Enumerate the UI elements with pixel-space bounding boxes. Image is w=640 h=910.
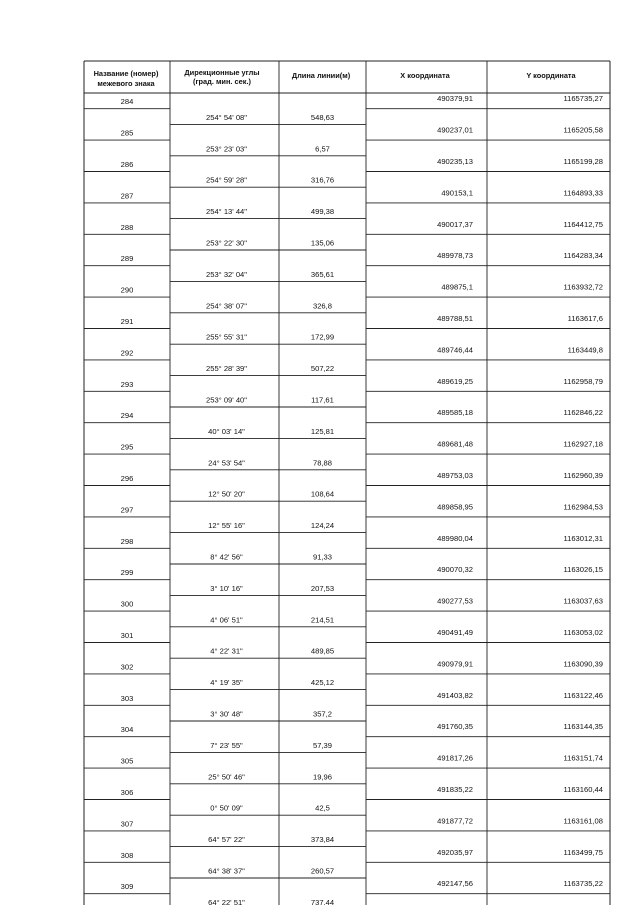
line-length: 326,8 bbox=[312, 301, 333, 311]
line-length: 207,53 bbox=[310, 583, 335, 593]
y-coordinate: 1162846,22 bbox=[563, 408, 603, 418]
line-length: 42,5 bbox=[315, 803, 330, 813]
directional-angle: 40° 03' 14" bbox=[208, 426, 245, 436]
directional-angle: 253° 23' 03" bbox=[206, 144, 247, 154]
line-length: 507,22 bbox=[310, 364, 335, 374]
line-length: 425,12 bbox=[310, 678, 335, 688]
line-length: 316,76 bbox=[310, 175, 335, 185]
directional-angle: 253° 22' 30" bbox=[206, 238, 247, 248]
header-x-coordinate: X координата bbox=[400, 71, 450, 80]
line-length: 135,06 bbox=[310, 238, 335, 248]
directional-angle: 12° 55' 16" bbox=[208, 521, 245, 531]
point-number: 298 bbox=[120, 536, 134, 546]
x-coordinate: 489875,1 bbox=[441, 282, 473, 292]
y-coordinate: 1162984,53 bbox=[563, 502, 603, 512]
point-number: 294 bbox=[120, 411, 134, 421]
x-coordinate: 489746,44 bbox=[437, 345, 473, 355]
line-length: 365,61 bbox=[310, 269, 335, 279]
point-number: 296 bbox=[120, 474, 134, 483]
x-coordinate: 490379,91 bbox=[437, 94, 473, 104]
table-header bbox=[94, 68, 577, 88]
line-length: 57,39 bbox=[312, 740, 333, 750]
x-coordinate: 492147,56 bbox=[437, 879, 473, 889]
directional-angle: 4° 19' 35" bbox=[210, 678, 243, 688]
line-length: 6,57 bbox=[315, 144, 330, 154]
directional-angle: 254° 38' 07" bbox=[206, 301, 247, 311]
point-number: 305 bbox=[120, 756, 134, 766]
x-coordinate: 491817,26 bbox=[437, 753, 473, 763]
directional-angle: 254° 54' 08" bbox=[206, 112, 247, 122]
y-coordinate: 1163161,08 bbox=[563, 816, 603, 826]
point-number: 295 bbox=[120, 442, 134, 452]
point-number: 303 bbox=[120, 693, 134, 703]
y-coordinate: 1165205,58 bbox=[563, 125, 603, 135]
point-number: 288 bbox=[120, 222, 134, 232]
x-coordinate: 490979,91 bbox=[437, 659, 473, 669]
point-number: 286 bbox=[120, 160, 134, 169]
line-length: 499,38 bbox=[310, 207, 335, 217]
directional-angle: 8° 42' 56" bbox=[210, 552, 243, 562]
line-length: 489,85 bbox=[310, 646, 335, 656]
y-coordinate: 1163735,22 bbox=[563, 879, 603, 889]
y-coordinate: 1164283,34 bbox=[563, 251, 603, 261]
point-number: 309 bbox=[120, 882, 134, 892]
directional-angle: 0° 50' 09" bbox=[210, 803, 243, 813]
line-length: 357,2 bbox=[312, 709, 333, 719]
line-length: 91,33 bbox=[312, 552, 333, 562]
directional-angle: 3° 30' 48" bbox=[210, 709, 243, 719]
x-coordinate: 490017,37 bbox=[437, 219, 473, 229]
directional-angle: 64° 57' 22" bbox=[208, 835, 245, 845]
y-coordinate: 1163012,31 bbox=[563, 533, 603, 543]
x-coordinate: 491835,22 bbox=[437, 785, 473, 794]
header-y-coordinate: Y координата bbox=[526, 71, 576, 80]
point-number: 289 bbox=[120, 254, 134, 264]
point-number: 300 bbox=[120, 599, 134, 609]
y-coordinate: 1163122,46 bbox=[563, 690, 603, 700]
directional-angle: 254° 13' 44" bbox=[206, 207, 247, 217]
x-coordinate: 489858,95 bbox=[437, 502, 473, 512]
directional-angle: 24° 53' 54" bbox=[208, 458, 245, 468]
y-coordinate: 1163617,6 bbox=[567, 314, 603, 323]
point-number: 307 bbox=[120, 819, 134, 829]
table-grid bbox=[84, 61, 610, 905]
line-length: 260,57 bbox=[310, 866, 335, 876]
point-number: 297 bbox=[120, 505, 134, 515]
x-coordinate: 492035,97 bbox=[437, 847, 473, 857]
line-length: 117,61 bbox=[311, 395, 334, 405]
directional-angle: 253° 09' 40" bbox=[206, 395, 247, 405]
header-name-line1: Название (номер) bbox=[93, 69, 159, 78]
y-coordinate: 1163053,02 bbox=[563, 628, 603, 637]
y-coordinate: 1163026,15 bbox=[563, 565, 603, 575]
y-coordinate: 1162958,79 bbox=[563, 376, 603, 386]
x-coordinate: 489753,03 bbox=[437, 471, 473, 480]
x-coordinate: 489978,73 bbox=[437, 251, 473, 261]
point-number: 285 bbox=[120, 128, 134, 138]
point-number: 308 bbox=[120, 850, 134, 860]
y-coordinate: 1163037,63 bbox=[563, 596, 603, 606]
line-length: 548,63 bbox=[310, 112, 335, 122]
point-number: 302 bbox=[120, 662, 134, 672]
header-angle-line1: Дирекционные углы bbox=[184, 68, 260, 77]
y-coordinate: 1163151,74 bbox=[563, 753, 603, 763]
x-coordinate: 490277,53 bbox=[437, 596, 473, 606]
line-length: 214,51 bbox=[310, 615, 335, 625]
directional-angle: 25° 50' 46" bbox=[208, 772, 245, 782]
y-coordinate: 1163932,72 bbox=[563, 282, 603, 292]
line-length: 108,64 bbox=[310, 489, 335, 499]
point-number: 292 bbox=[120, 348, 134, 358]
y-coordinate: 1162960,39 bbox=[563, 471, 603, 480]
line-length: 19,96 bbox=[312, 772, 333, 782]
x-coordinate: 491760,35 bbox=[437, 722, 473, 732]
x-coordinate: 489980,04 bbox=[437, 533, 473, 543]
directional-angle: 253° 32' 04" bbox=[206, 269, 247, 279]
directional-angle: 4° 22' 31" bbox=[210, 646, 243, 656]
y-coordinate: 1163449,8 bbox=[567, 345, 603, 355]
x-coordinate: 490491,49 bbox=[437, 628, 473, 637]
point-number: 284 bbox=[120, 97, 134, 107]
y-coordinate: 1165735,27 bbox=[563, 94, 603, 104]
header-name-line2: межевого знака bbox=[97, 79, 155, 88]
point-number: 290 bbox=[120, 285, 134, 295]
y-coordinate: 1162927,18 bbox=[563, 439, 603, 449]
directional-angle: 12° 50' 20" bbox=[208, 489, 245, 499]
line-length: 124,24 bbox=[310, 521, 335, 531]
directional-angle: 255° 28' 39" bbox=[206, 364, 247, 374]
point-number: 299 bbox=[120, 568, 134, 578]
point-number: 293 bbox=[120, 379, 134, 389]
line-length: 737,44 bbox=[310, 897, 335, 905]
header-length: Длина линии(м) bbox=[291, 71, 351, 80]
directional-angle: 4° 06' 51" bbox=[210, 615, 243, 625]
directional-angle: 64° 22' 51" bbox=[208, 897, 245, 905]
x-coordinate: 490153,1 bbox=[441, 188, 473, 198]
x-coordinate: 491403,82 bbox=[437, 690, 473, 700]
directional-angle: 64° 38' 37" bbox=[208, 866, 245, 876]
line-length: 172,99 bbox=[310, 332, 335, 342]
y-coordinate: 1163090,39 bbox=[563, 659, 603, 669]
line-length: 373,84 bbox=[310, 835, 335, 845]
x-coordinate: 489619,25 bbox=[437, 376, 473, 386]
x-coordinate: 491877,72 bbox=[437, 816, 473, 826]
header-angle-line2: (град. мин. сек.) bbox=[193, 77, 251, 86]
point-number: 287 bbox=[120, 191, 134, 201]
point-number: 301 bbox=[120, 631, 134, 640]
line-length: 78,88 bbox=[312, 458, 333, 468]
x-coordinate: 490237,01 bbox=[437, 125, 473, 135]
directional-angle: 255° 55' 31" bbox=[206, 332, 247, 342]
y-coordinate: 1163499,75 bbox=[563, 847, 603, 857]
y-coordinate: 1164893,33 bbox=[563, 188, 603, 198]
point-number: 304 bbox=[120, 725, 134, 735]
directional-angle: 7° 23' 55" bbox=[210, 740, 243, 750]
line-length: 125,81 bbox=[310, 426, 335, 436]
x-coordinate: 490070,32 bbox=[437, 565, 473, 575]
y-coordinate: 1164412,75 bbox=[563, 219, 603, 229]
directional-angle: 3° 10' 16" bbox=[210, 583, 243, 593]
x-coordinate: 489681,48 bbox=[437, 439, 473, 449]
directional-angle: 254° 59' 28" bbox=[206, 175, 247, 185]
y-coordinate: 1163144,35 bbox=[563, 722, 603, 732]
y-coordinate: 1165199,28 bbox=[563, 157, 603, 166]
x-coordinate: 489585,18 bbox=[437, 408, 473, 418]
point-number: 291 bbox=[120, 317, 134, 326]
point-number: 306 bbox=[120, 788, 134, 797]
x-coordinate: 490235,13 bbox=[437, 157, 473, 166]
x-coordinate: 489788,51 bbox=[437, 314, 473, 323]
y-coordinate: 1163160,44 bbox=[563, 785, 603, 794]
